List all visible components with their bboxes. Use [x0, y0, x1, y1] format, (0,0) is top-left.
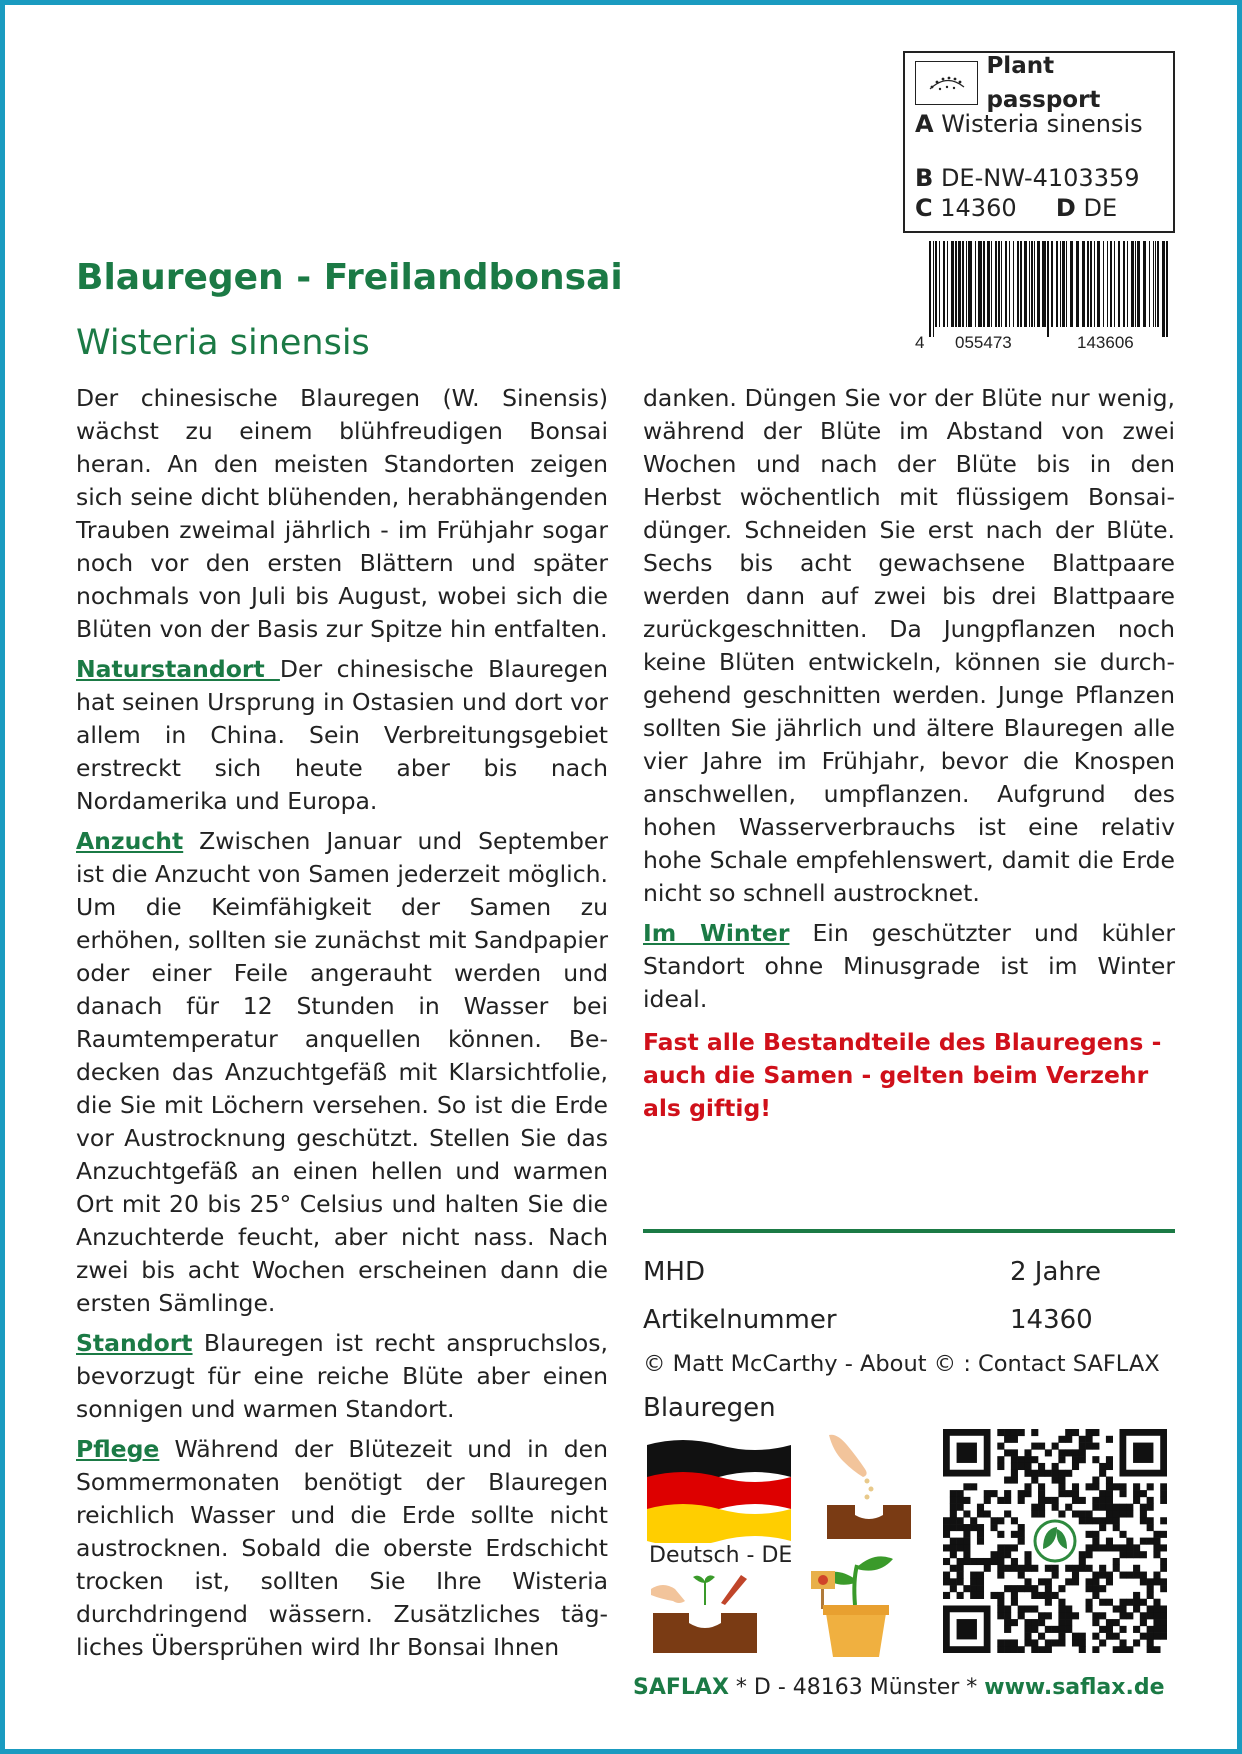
- mhd-value: 2 Jahre: [1010, 1257, 1101, 1287]
- passport-line-b: B DE-NW-4103359: [915, 164, 1140, 192]
- intro-paragraph: Der chinesische Blauregen (W. Sinensis) wächst zu einem blühfreudigen Bonsai heran. An den meisten Standorten zeigen sich seine dicht blühenden, herabhängenden Trauben zweimal jährlich - im Frühjahr sogar noch vor den ersten Blättern und später nochmals von Juli bis August, wobei sich die Blüten von der Basis zur Spitze hin entfalten.: [76, 384, 608, 643]
- divider: [643, 1229, 1175, 1233]
- qr-code-icon[interactable]: [943, 1429, 1167, 1653]
- german-flag-icon: [647, 1437, 791, 1543]
- right-column: [643, 382, 1175, 1132]
- left-column: [76, 382, 608, 1671]
- anzucht-heading: Anzucht: [76, 827, 184, 855]
- article-number-row: [643, 1305, 1175, 1335]
- footer-website-link[interactable]: www.saflax.de: [984, 1675, 1165, 1700]
- plant-passport: [903, 51, 1175, 233]
- standort-heading: Standort: [76, 1329, 193, 1357]
- planting-icon: [649, 1571, 759, 1655]
- footer: [633, 1675, 1165, 1700]
- passport-line-a: A Wisteria sinensis: [915, 110, 1143, 138]
- footer-address: * D - 48163 Münster *: [728, 1675, 985, 1700]
- pflege-continued-paragraph: danken. Düngen Sie vor der Blüte nur wenig, während der Blüte im Abstand von zwei Wochen und nach der Blüte bis in den Herbst wöchentlich mit flüssigem Bonsaidünger. Schneiden Sie erst nach der Blüte. Sechs bis acht gewachsene Blattpaare werden dann auf zwei bis drei Blattpaare zurückgeschnitten. Da Jungpflanzen noch keine Blüten entwickeln, können sie durchgehend geschnitten werden. Junge Pflanzen sollten Sie jährlich und ältere Blauregen alle vier Jahre im Frühjahr, bevor die Knospen anschwellen, umpflanzen. Aufgrund des hohen Wasserverbrauchs ist eine relativ hohe Schale empfehlenswert, damit die Erde nicht so schnell austrocknet.: [643, 384, 1175, 907]
- winter-heading: Im Winter: [643, 919, 790, 947]
- passport-line-cd: C 14360 D DE: [915, 194, 1118, 222]
- mhd-label: MHD: [643, 1257, 706, 1287]
- anzucht-paragraph: Anzucht Zwischen Januar und September ist die Anzucht von Samen jederzeit möglich. Um die Keimfähigkeit der Samen zu erhöhen, sollten sie zunächst mit Sandpapier oder einer Feile angerauht werden und danach für 12 Stunden in Wasser bei Raumtemperatur anquellen können. Bedecken das Anzuchtgefäß mit Klarsichtfolie, die Sie mit Löchern versehen. So ist die Erde vor Austrocknung geschützt. Stellen Sie das Anzuchtgefäß an einen hellen und warmen Ort mit 20 bis 25° Celsius und halten Sie die Anzuchterde feucht, aber nicht nass. Nach zwei bis acht Wochen erscheinen dann die ersten Sämlinge.: [76, 827, 608, 1317]
- naturstandort-paragraph: Naturstandort Der chinesische Blauregen hat seinen Ursprung in Ostasien und dort vor allem in China. Sein Verbreitungsgebiet erstreckt sich heute aber bis nach Nordamerika und Europa.: [76, 655, 608, 815]
- eu-organic-logo-icon: [915, 61, 978, 105]
- language-label: Deutsch - DE: [649, 1543, 793, 1568]
- article-number-value: 14360: [1010, 1305, 1093, 1335]
- barcode-digits-3: 143606: [1077, 333, 1134, 352]
- footer-brand: SAFLAX: [633, 1675, 729, 1700]
- toxicity-warning: Fast alle Bestandteile des Blauregens - auch die Samen - gelten beim Verzehr als giftig!: [643, 1028, 1162, 1122]
- page-title: Blauregen - Freilandbonsai: [76, 257, 623, 298]
- article-number-label: Artikelnummer: [643, 1305, 837, 1335]
- barcode-bars-icon: [911, 241, 1175, 357]
- barcode: [911, 241, 1175, 357]
- language-title: Blauregen: [643, 1393, 776, 1423]
- barcode-digits-2: 055473: [955, 333, 1012, 352]
- standort-paragraph: Standort Blauregen ist recht anspruchslos, bevorzugt für eine reiche Blüte aber einen sonnigen und warmen Standort.: [76, 1329, 608, 1423]
- copyright-line: © Matt McCarthy - About © : Contact SAFLAX: [643, 1351, 1160, 1377]
- naturstandort-heading: Naturstandort: [76, 655, 280, 683]
- passport-title: Plant passport: [986, 53, 1101, 113]
- barcode-digit-1: 4: [915, 333, 925, 352]
- pflege-heading: Pflege: [76, 1435, 160, 1463]
- sowing-icon: [823, 1431, 915, 1543]
- seedling-pot-icon: [805, 1551, 905, 1659]
- pflege-paragraph: Pflege Während der Blütezeit und in den Sommermonaten benötigt der Blauregen reichlich Wasser und die Erde sollte nicht austrocknen. Sobald die oberste Erdschicht trocken ist, sollten Sie Ihre Wisteria durchdringend wässern. Zusätzliches tägliches Übersprühen wird Ihr Bonsai Ihnen: [76, 1435, 608, 1661]
- mhd-row: [643, 1257, 1175, 1287]
- winter-paragraph: Im Winter Ein geschützter und kühler Standort ohne Minusgrade ist im Winter ideal.: [643, 919, 1176, 1013]
- page-subtitle: Wisteria sinensis: [76, 323, 370, 363]
